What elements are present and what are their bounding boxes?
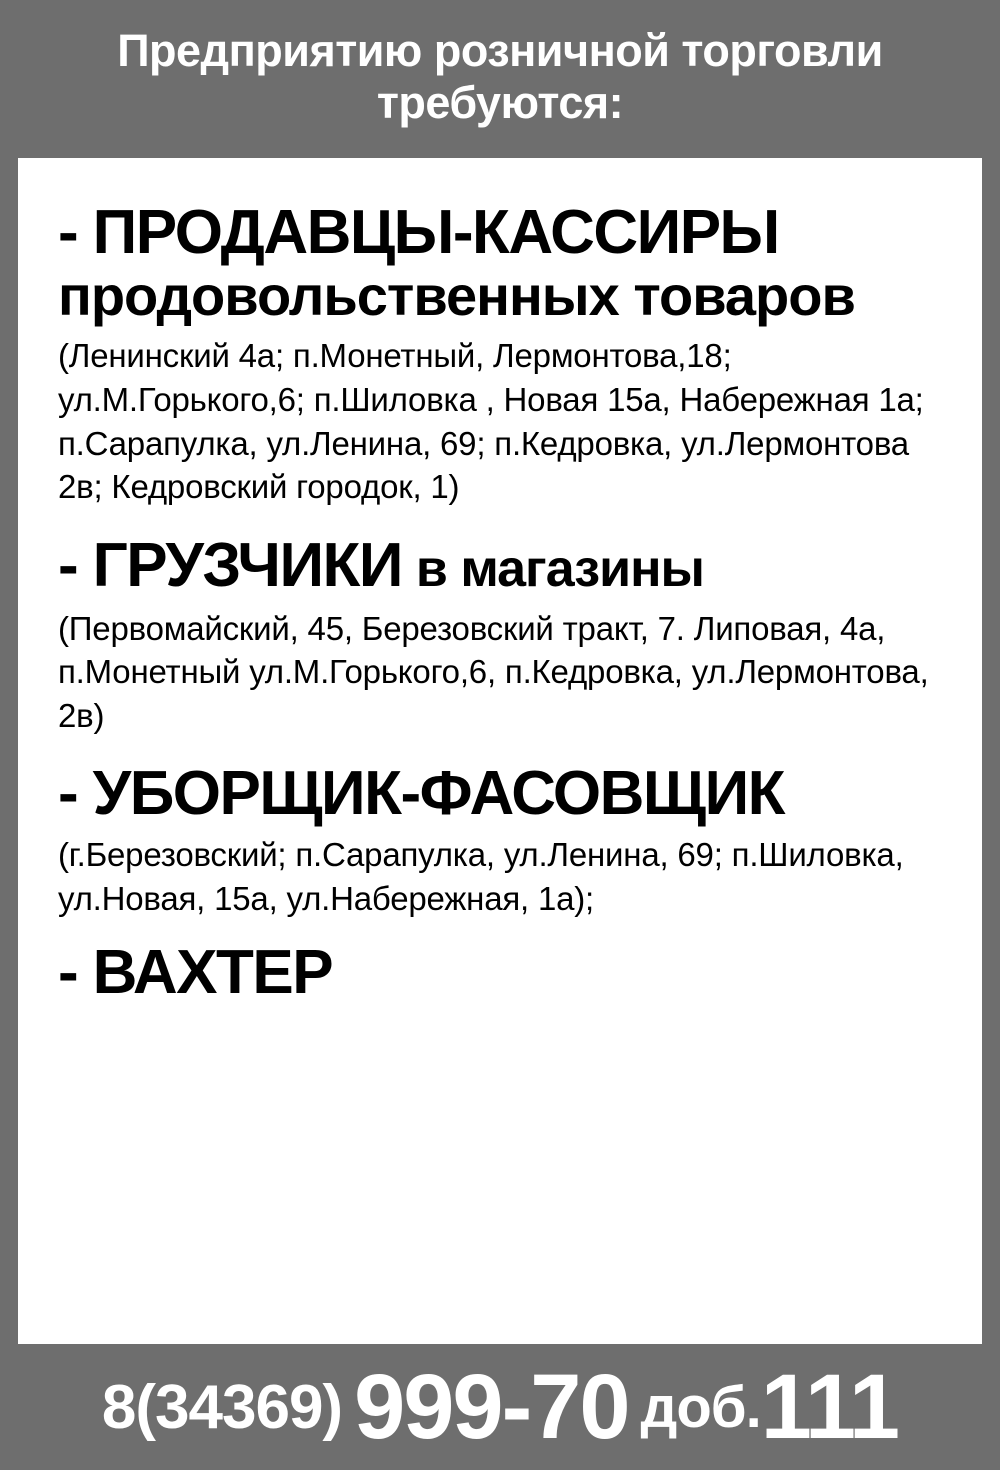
job-title-tail: в магазины xyxy=(415,539,704,598)
phone-number: 999-70 xyxy=(354,1355,629,1458)
poster-body xyxy=(0,158,1000,1344)
job-title-row xyxy=(58,530,956,600)
job-addresses: (Ленинский 4а; п.Монетный, Лермонтова,18; ул.М.Горького,6; п.Шиловка , Новая 15а, Набережная 1а; п.Сарапулка, ул.Ленина, 69; п.Кедровка, ул.Лермонтова 2в; Кедровский городок, 1) xyxy=(58,337,924,506)
job-listing-cleaner-packer xyxy=(58,759,956,920)
job-addresses: (г.Березовский; п.Сарапулка, ул.Ленина, 69; п.Шиловка, ул.Новая, 15а, ул.Набережная, 1а); xyxy=(58,836,904,917)
job-listing-loaders xyxy=(58,530,956,738)
poster-header xyxy=(0,0,1000,158)
bullet-dash-icon: - xyxy=(58,198,79,267)
job-title: ВАХТЕР xyxy=(92,938,333,1008)
job-listing-sellers xyxy=(58,198,956,509)
bullet-dash-icon: - xyxy=(58,759,79,829)
job-title: ГРУЗЧИКИ xyxy=(92,530,402,600)
phone-area-code: 8(34369) xyxy=(101,1372,343,1442)
job-subtitle: продовольственных товаров xyxy=(58,264,855,327)
job-title: ПРОДАВЦЫ-КАССИРЫ xyxy=(92,198,779,267)
job-title-row xyxy=(58,938,956,1008)
job-title: УБОРЩИК-ФАСОВЩИК xyxy=(92,759,785,829)
bullet-dash-icon: - xyxy=(58,938,79,1008)
job-listing-watchman xyxy=(58,938,956,1008)
poster-footer-phone xyxy=(0,1344,1000,1470)
job-addresses: (Первомайский, 45, Березовский тракт, 7. Липовая, 4а, п.Монетный ул.М.Горького,6, п.Кедровка, ул.Лермонтова, 2в) xyxy=(58,609,929,734)
job-title-row xyxy=(58,198,956,267)
header-line-2: требуются: xyxy=(376,77,624,128)
bullet-dash-icon: - xyxy=(58,530,79,600)
job-title-row xyxy=(58,759,956,829)
phone-extension-label: доб. xyxy=(640,1374,761,1440)
phone-extension-number: 111 xyxy=(760,1355,899,1458)
header-line-1: Предприятию розничной торговли xyxy=(117,25,883,77)
